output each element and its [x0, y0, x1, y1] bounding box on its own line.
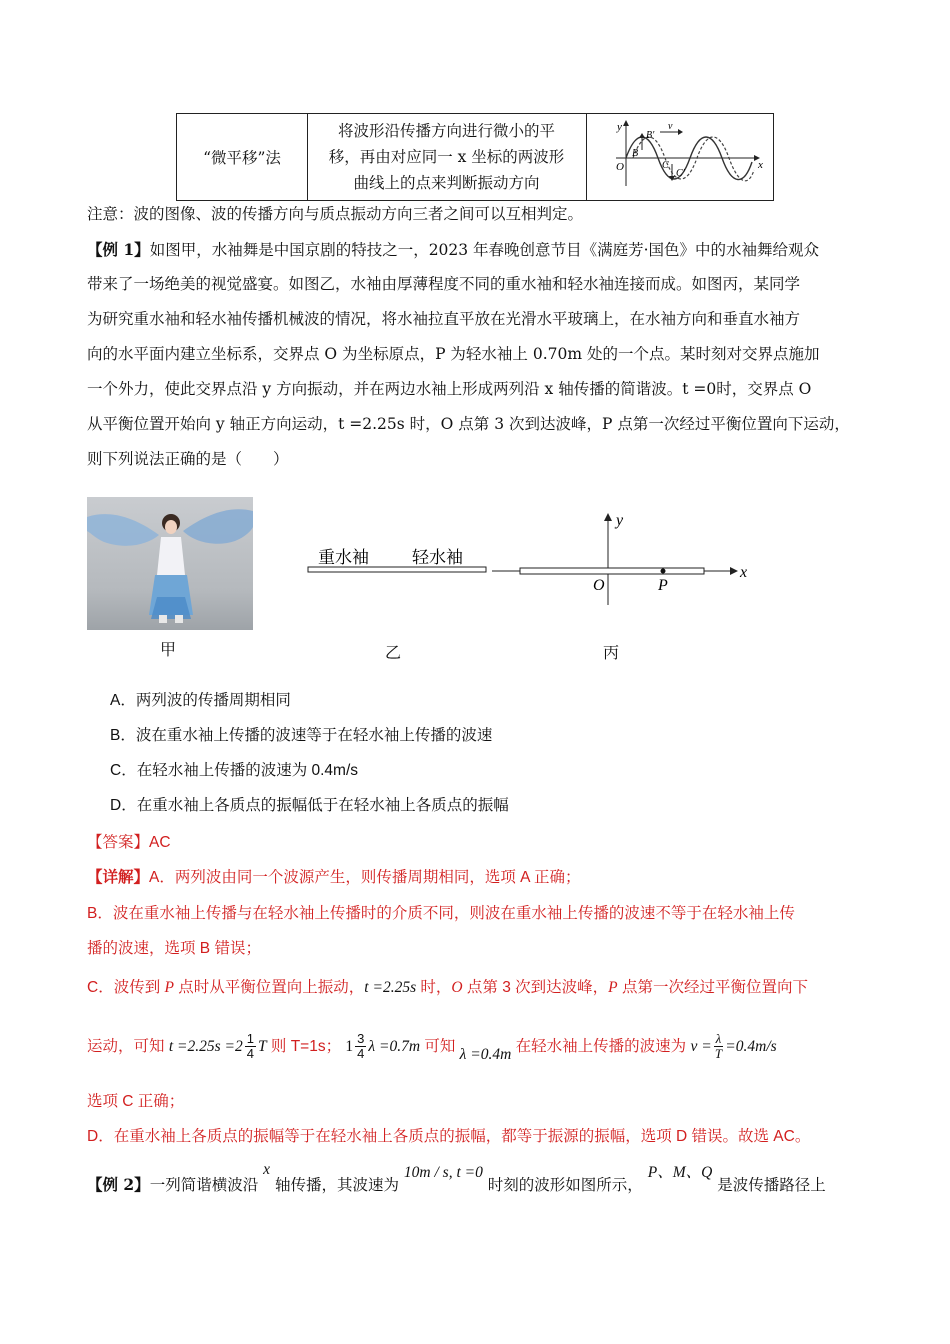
caption-jia: 甲	[160, 640, 177, 659]
example1-line-6: 从平衡位置开始向 y 轴正方向运动，t =2.25s 时，O 点第 3 次到达波峰，P 点第一次经过平衡位置向下运动，	[87, 415, 850, 433]
method-desc-line: 移，再由对应同一 x 坐标的两波形	[328, 148, 565, 166]
detail-line-c1: C．波传到 P 点时从平衡位置向上振动，t =2.25s 时，O 点第 3 次到达波峰，P 点第一次经过平衡位置向下	[87, 979, 808, 996]
fig-b-prime-label: B′	[646, 130, 655, 141]
example1-line-4: 向的水平面内建立坐标系，交界点 O 为坐标原点，P 为轻水袖上 0.70m 处的一个点。某时刻对交界点施加	[87, 345, 820, 363]
example1-line-3: 为研究重水袖和轻水袖传播机械波的情况，将水袖拉直平放在光滑水平玻璃上，在水袖方向和垂直水袖方	[87, 310, 801, 328]
fig-c-label: C	[662, 160, 669, 171]
example1-line-5: 一个外力，使此交界点沿 y 方向振动，并在两边水袖上形成两列沿 x 轴传播的简谐波。t =0时，交界点 O	[87, 380, 812, 398]
caption-bing: 丙	[603, 643, 620, 662]
dancer-illustration	[87, 497, 253, 630]
fig-v-label: v	[668, 121, 673, 132]
example2-tag: 【例 2】	[87, 1175, 150, 1194]
sleeve-and-axis-diagram	[300, 505, 760, 615]
light-sleeve-label: 轻水袖	[412, 548, 463, 568]
water-sleeve-dancer-photo	[87, 497, 253, 630]
method-description	[307, 114, 587, 200]
fig-b-label: B	[632, 148, 639, 159]
method-name: “微平移”法	[177, 114, 308, 200]
point-p-label: P	[658, 577, 668, 594]
method-desc-line: 曲线上的点来判断振动方向	[353, 174, 540, 192]
note-text: 注意：波的图像、波的传播方向与质点振动方向三者之间可以互相判定。	[87, 205, 584, 223]
fraction-one-quarter: $\frac{1}{4}$	[246, 1031, 254, 1062]
axis-y-label: y	[616, 512, 624, 529]
origin-label: O	[593, 577, 605, 594]
example1-tag: 【例 1】	[87, 240, 150, 259]
fig-y-label: y	[617, 121, 622, 133]
method-desc-line: 将波形沿传播方向进行微小的平	[337, 122, 555, 140]
example1-line-1: 【例 1】如图甲，水袖舞是中国京剧的特技之一，2023 年春晚创意节目《满庭芳·国色》中的水袖舞给观众	[87, 240, 819, 259]
detail-line-d: D．在重水袖上各质点的振幅等于在轻水袖上各质点的振幅，都等于振源的振幅，选项 D 错误。故选 AC。	[87, 1128, 811, 1145]
detail-line-c2: 运动，可知 t =2.25s =2 $\frac{1}{4}$ T 则 T=1s； 1 $\frac{3}{4}$ λ =0.7m 可知 λ =0.4m 在轻水袖上传播的波速为 v = $\frac{\lambda}{T}$ =0.4m/s	[87, 1031, 777, 1063]
option-c: C．在轻水袖上传播的波速为 0.4m/s	[110, 762, 359, 779]
option-d: D．在重水袖上各质点的振幅低于在轻水袖上各质点的振幅	[110, 797, 509, 814]
detail-line-b2: 播的波速，选项 B 错误；	[87, 940, 261, 957]
wave-shift-diagram	[586, 114, 774, 200]
option-a: A．两列波的传播周期相同	[110, 692, 291, 709]
example1-line-2: 带来了一场绝美的视觉盛宴。如图乙，水袖由厚薄程度不同的重水袖和轻水袖连接而成。如图丙，某同学	[87, 275, 801, 293]
example2-line: 【例 2】一列简谐横波沿 x 轴传播，其波速为 10m / s, t =0 时刻的波形如图所示， P、M、Q 是波传播路径上	[87, 1161, 826, 1194]
axis-x-label: x	[740, 564, 748, 581]
detail-line-a: 【详解】A．两列波由同一个波源产生，则传播周期相同，选项 A 正确；	[87, 869, 581, 886]
option-b: B．波在重水袖上传播的波速等于在轻水袖上传播的波速	[110, 727, 493, 744]
fraction-lambda-over-t: $\frac{\lambda}{T}$	[714, 1031, 723, 1062]
method-table	[176, 113, 774, 201]
example1-line-7: 则下列说法正确的是（ ）	[87, 450, 289, 468]
detail-line-b1: B．波在重水袖上传播与在轻水袖上传播时的介质不同，则波在重水袖上传播的波速不等于在轻水袖上传	[87, 905, 795, 922]
fig-c-prime-label: C′	[676, 168, 685, 179]
answer-text: 【答案】AC	[87, 834, 171, 851]
micro-shift-wave-figure	[586, 114, 774, 200]
heavy-sleeve-label: 重水袖	[318, 548, 369, 568]
fraction-three-quarters: $\frac{3}{4}$	[357, 1031, 365, 1062]
caption-yi: 乙	[385, 643, 402, 662]
fig-x-label: x	[758, 159, 763, 171]
detail-line-c3: 选项 C 正确；	[87, 1093, 185, 1110]
fig-origin-label: O	[616, 161, 624, 173]
